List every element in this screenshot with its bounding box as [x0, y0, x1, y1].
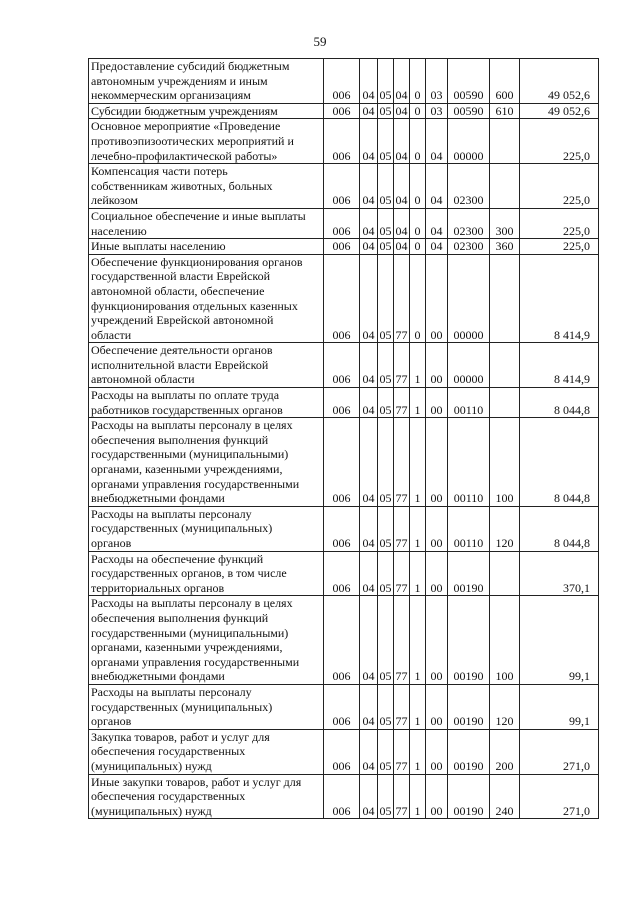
- subprogram-code-cell: 1: [410, 774, 426, 819]
- item-name-line: лечебно-профилактической работы»: [91, 148, 278, 163]
- expense-type-cell: 120: [490, 684, 520, 729]
- item-name-line: учреждений Еврейской автономной: [91, 313, 274, 328]
- expense-type-cell: [490, 343, 520, 388]
- item-name-line: Расходы на выплаты персоналу в целях: [91, 596, 293, 611]
- item-name-line: государственными (муниципальными): [91, 447, 289, 462]
- expense-type-cell: 200: [490, 729, 520, 774]
- table-row: [89, 684, 599, 729]
- target-code-cell: 00190: [448, 596, 490, 685]
- subprogram-code-cell: 1: [410, 684, 426, 729]
- ministry-code-cell: 006: [324, 103, 360, 119]
- item-name-line: населению: [91, 223, 147, 238]
- subprogram-code-cell: 0: [410, 254, 426, 343]
- subsection-code-cell: 05: [378, 729, 394, 774]
- ministry-code-cell: 006: [324, 254, 360, 343]
- table-row: [89, 119, 599, 164]
- expense-type-cell: [490, 119, 520, 164]
- target-code-cell: 00110: [448, 506, 490, 551]
- section-code-cell: 04: [360, 551, 378, 596]
- item-name-cell: [89, 418, 324, 507]
- subsection-code-cell: 05: [378, 774, 394, 819]
- program-code-cell: 04: [394, 164, 410, 209]
- item-name-line: исполнительной власти Еврейской: [91, 357, 269, 372]
- expense-type-cell: [490, 551, 520, 596]
- item-name-line: государственных органов, в том числе: [91, 566, 287, 581]
- amount-cell: 8 044,8: [520, 506, 599, 551]
- section-code-cell: 04: [360, 418, 378, 507]
- item-name-line: органами, казенными учреждениями,: [91, 462, 283, 477]
- ministry-code-cell: 006: [324, 208, 360, 238]
- subprogram-code-cell: 0: [410, 103, 426, 119]
- item-name-line: государственных (муниципальных): [91, 699, 273, 714]
- expense-type-cell: 610: [490, 103, 520, 119]
- table-row: [89, 208, 599, 238]
- table-row: [89, 254, 599, 343]
- program-code-cell: 77: [394, 254, 410, 343]
- program-code-cell: 77: [394, 551, 410, 596]
- group-code-cell: 00: [426, 596, 448, 685]
- amount-cell: 99,1: [520, 596, 599, 685]
- item-name-cell: [89, 551, 324, 596]
- section-code-cell: 04: [360, 388, 378, 418]
- expense-type-cell: [490, 388, 520, 418]
- subsection-code-cell: 05: [378, 254, 394, 343]
- amount-cell: 8 044,8: [520, 388, 599, 418]
- program-code-cell: 77: [394, 729, 410, 774]
- subsection-code-cell: 05: [378, 506, 394, 551]
- item-name-cell: [89, 343, 324, 388]
- item-name-cell: [89, 774, 324, 819]
- item-name-line: Субсидии бюджетным учреждениям: [91, 103, 278, 118]
- group-code-cell: 00: [426, 684, 448, 729]
- subsection-code-cell: 05: [378, 684, 394, 729]
- item-name-line: внебюджетными фондами: [91, 491, 225, 506]
- subsection-code-cell: 05: [379, 103, 392, 118]
- ministry-code-cell: 006: [324, 774, 360, 819]
- ministry-code-cell: 006: [324, 551, 360, 596]
- section-code-cell: 04: [360, 684, 378, 729]
- section-code-cell: 04: [360, 774, 378, 819]
- program-code-cell: 04: [394, 59, 410, 104]
- item-name-line: автономной области: [91, 372, 195, 387]
- item-name-line: Расходы на обеспечение функций: [91, 551, 264, 566]
- section-code-cell: 04: [360, 164, 378, 209]
- group-code-cell: 03: [426, 103, 448, 119]
- section-code-cell: 04: [360, 119, 378, 164]
- amount-cell: 225,0: [520, 119, 599, 164]
- amount-cell: 49 052,6: [520, 59, 599, 104]
- amount-cell: 49 052,6: [520, 103, 599, 119]
- item-name-line: обеспечения государственных: [91, 789, 246, 804]
- subprogram-code-cell: 1: [410, 506, 426, 551]
- target-code-cell: 00190: [448, 551, 490, 596]
- item-name-line: органами управления государственными: [91, 476, 300, 491]
- subsection-code-cell: 05: [378, 418, 394, 507]
- item-name-cell: [89, 684, 324, 729]
- table-row: [89, 59, 599, 104]
- target-code-cell: 00110: [448, 418, 490, 507]
- item-name-line: Иные закупки товаров, работ и услуг для: [91, 774, 302, 789]
- table-row: [89, 729, 599, 774]
- subsection-code-cell: 05: [378, 596, 394, 685]
- amount-cell: 225,0: [520, 208, 599, 238]
- target-code-cell: 00190: [448, 774, 490, 819]
- ministry-code-cell: 006: [324, 506, 360, 551]
- program-code-cell: 77: [394, 596, 410, 685]
- group-code-cell: 00: [426, 729, 448, 774]
- item-name-line: Предоставление субсидий бюджетным: [91, 59, 290, 73]
- target-code-cell: 00190: [448, 729, 490, 774]
- section-code-cell: 04: [360, 208, 378, 238]
- item-name-line: органами управления государственными: [91, 654, 300, 669]
- amount-cell: 225,0: [520, 164, 599, 209]
- section-code-cell: 04: [360, 343, 378, 388]
- item-name-line: Расходы на выплаты персоналу: [91, 506, 252, 521]
- item-name-cell: [89, 388, 324, 418]
- item-name-line: Расходы на выплаты персоналу: [91, 684, 252, 699]
- subsection-code-cell: 05: [378, 119, 394, 164]
- subprogram-code-cell: 0: [410, 119, 426, 164]
- table-row: [89, 164, 599, 209]
- section-code-cell: 04: [360, 103, 378, 119]
- subsection-code-cell: 05: [378, 343, 394, 388]
- ministry-code-cell: 006: [324, 239, 360, 255]
- group-code-cell: 00: [426, 388, 448, 418]
- item-name-cell: [89, 59, 324, 104]
- item-name-line: Обеспечение деятельности органов: [91, 343, 273, 358]
- table-row: [89, 239, 599, 255]
- expense-type-cell: 100: [490, 596, 520, 685]
- program-code-cell: 77: [394, 418, 410, 507]
- subsection-code-cell: 05: [378, 59, 394, 104]
- target-code-cell: 02300: [448, 208, 490, 238]
- item-name-line: государственных (муниципальных): [91, 521, 273, 536]
- group-code-cell: 00: [426, 551, 448, 596]
- group-code-cell: 00: [426, 774, 448, 819]
- item-name-line: органов: [91, 536, 132, 550]
- target-code-cell: 00000: [448, 119, 490, 164]
- ministry-code-cell: 006: [324, 684, 360, 729]
- ministry-code-cell: 006: [324, 418, 360, 507]
- subsection-code-cell: 05: [378, 164, 394, 209]
- group-code-cell: 04: [426, 164, 448, 209]
- item-name-line: собственникам животных, больных: [91, 178, 273, 193]
- expense-type-cell: 600: [490, 59, 520, 104]
- expense-type-cell: [490, 254, 520, 343]
- item-name-line: органов: [91, 714, 132, 729]
- item-name-cell: [89, 239, 324, 255]
- subprogram-code-cell: 1: [410, 596, 426, 685]
- item-name-cell: [89, 208, 324, 238]
- program-code-cell: 77: [394, 388, 410, 418]
- item-name-line: работников государственных органов: [91, 402, 283, 417]
- item-name-line: лейкозом: [91, 193, 138, 208]
- subprogram-code-cell: 1: [410, 551, 426, 596]
- subsection-code-cell: 05: [379, 239, 392, 254]
- section-code-cell: 04: [360, 254, 378, 343]
- item-name-line: Иные выплаты населению: [91, 239, 226, 254]
- expense-type-cell: 300: [490, 208, 520, 238]
- item-name-line: обеспечения государственных: [91, 744, 246, 759]
- group-code-cell: 00: [426, 343, 448, 388]
- subprogram-code-cell: 0: [410, 208, 426, 238]
- target-code-cell: 02300: [448, 239, 490, 255]
- item-name-line: автономной области, обеспечение: [91, 283, 265, 298]
- amount-cell: 8 414,9: [520, 343, 599, 388]
- item-name-line: обеспечения выполнения функций: [91, 610, 269, 625]
- ministry-code-cell: 006: [324, 729, 360, 774]
- group-code-cell: 04: [426, 119, 448, 164]
- ministry-code-cell: 006: [324, 343, 360, 388]
- item-name-cell: [89, 254, 324, 343]
- table-row: [89, 343, 599, 388]
- table-row: [89, 551, 599, 596]
- section-code-cell: 04: [360, 59, 378, 104]
- amount-cell: 271,0: [520, 774, 599, 819]
- program-code-cell: 04: [395, 239, 408, 254]
- table-row: [89, 418, 599, 507]
- group-code-cell: 04: [426, 208, 448, 238]
- expense-type-cell: 120: [490, 506, 520, 551]
- item-name-line: (муниципальных) нужд: [91, 758, 212, 773]
- ministry-code-cell: 006: [324, 119, 360, 164]
- item-name-line: Закупка товаров, работ и услуг для: [91, 729, 270, 744]
- expense-type-cell: 100: [490, 418, 520, 507]
- subprogram-code-cell: 0: [410, 239, 426, 255]
- item-name-line: некоммерческим организациям: [91, 88, 251, 103]
- ministry-code-cell: 006: [324, 164, 360, 209]
- program-code-cell: 77: [394, 506, 410, 551]
- amount-cell: 225,0: [520, 239, 599, 255]
- amount-cell: 99,1: [520, 684, 599, 729]
- expense-type-cell: [490, 164, 520, 209]
- item-name-line: (муниципальных) нужд: [91, 803, 212, 818]
- subprogram-code-cell: 1: [410, 729, 426, 774]
- expense-type-cell: 360: [490, 239, 520, 255]
- item-name-line: обеспечения выполнения функций: [91, 432, 269, 447]
- item-name-line: автономным учреждениям и иным: [91, 73, 268, 88]
- ministry-code-cell: 006: [324, 59, 360, 104]
- table-row: [89, 103, 599, 119]
- item-name-line: Расходы на выплаты по оплате труда: [91, 388, 280, 403]
- item-name-line: территориальных органов: [91, 580, 225, 595]
- program-code-cell: 04: [394, 119, 410, 164]
- subsection-code-cell: 05: [378, 388, 394, 418]
- subprogram-code-cell: 1: [410, 388, 426, 418]
- amount-cell: 370,1: [520, 551, 599, 596]
- item-name-line: Компенсация части потерь: [91, 164, 228, 179]
- item-name-line: внебюджетными фондами: [91, 669, 225, 684]
- group-code-cell: 00: [426, 418, 448, 507]
- target-code-cell: 00190: [448, 684, 490, 729]
- budget-table: [88, 58, 599, 819]
- item-name-line: государственными (муниципальными): [91, 625, 289, 640]
- table-row: [89, 388, 599, 418]
- item-name-line: Обеспечение функционирования органов: [91, 254, 303, 269]
- item-name-line: Расходы на выплаты персоналу в целях: [91, 418, 293, 433]
- program-code-cell: 04: [394, 208, 410, 238]
- group-code-cell: 00: [426, 506, 448, 551]
- page-number: 59: [313, 34, 327, 49]
- item-name-cell: [89, 729, 324, 774]
- item-name-cell: [89, 506, 324, 551]
- group-code-cell: 04: [426, 239, 448, 255]
- subsection-code-cell: 05: [378, 551, 394, 596]
- section-code-cell: 04: [360, 239, 378, 255]
- target-code-cell: 00000: [448, 343, 490, 388]
- target-code-cell: 00000: [448, 254, 490, 343]
- amount-cell: 8 414,9: [520, 254, 599, 343]
- program-code-cell: 77: [394, 774, 410, 819]
- ministry-code-cell: 006: [324, 388, 360, 418]
- item-name-line: Социальное обеспечение и иные выплаты: [91, 208, 306, 223]
- group-code-cell: 03: [426, 59, 448, 104]
- item-name-line: области: [91, 327, 132, 342]
- item-name-cell: [89, 119, 324, 164]
- item-name-cell: [89, 164, 324, 209]
- program-code-cell: 04: [395, 103, 408, 118]
- target-code-cell: 00590: [448, 103, 490, 119]
- target-code-cell: 00590: [448, 59, 490, 104]
- item-name-line: функционирования отдельных казенных: [91, 298, 298, 313]
- item-name-line: органами, казенными учреждениями,: [91, 640, 283, 655]
- section-code-cell: 04: [360, 729, 378, 774]
- item-name-line: Основное мероприятие «Проведение: [91, 119, 281, 134]
- program-code-cell: 77: [394, 343, 410, 388]
- item-name-cell: [89, 596, 324, 685]
- program-code-cell: 77: [394, 684, 410, 729]
- section-code-cell: 04: [360, 596, 378, 685]
- amount-cell: 271,0: [520, 729, 599, 774]
- table-row: [89, 774, 599, 819]
- target-code-cell: 00110: [448, 388, 490, 418]
- section-code-cell: 04: [360, 506, 378, 551]
- subprogram-code-cell: 1: [410, 418, 426, 507]
- group-code-cell: 00: [426, 254, 448, 343]
- item-name-cell: [89, 103, 324, 119]
- budget-table-body: [89, 59, 599, 819]
- expense-type-cell: 240: [490, 774, 520, 819]
- amount-cell: 8 044,8: [520, 418, 599, 507]
- subprogram-code-cell: 1: [410, 343, 426, 388]
- table-row: [89, 596, 599, 685]
- target-code-cell: 02300: [448, 164, 490, 209]
- item-name-line: противоэпизоотических мероприятий и: [91, 133, 294, 148]
- subprogram-code-cell: 0: [410, 164, 426, 209]
- item-name-line: государственной власти Еврейской: [91, 269, 271, 284]
- ministry-code-cell: 006: [324, 596, 360, 685]
- subsection-code-cell: 05: [378, 208, 394, 238]
- table-row: [89, 506, 599, 551]
- subprogram-code-cell: 0: [410, 59, 426, 104]
